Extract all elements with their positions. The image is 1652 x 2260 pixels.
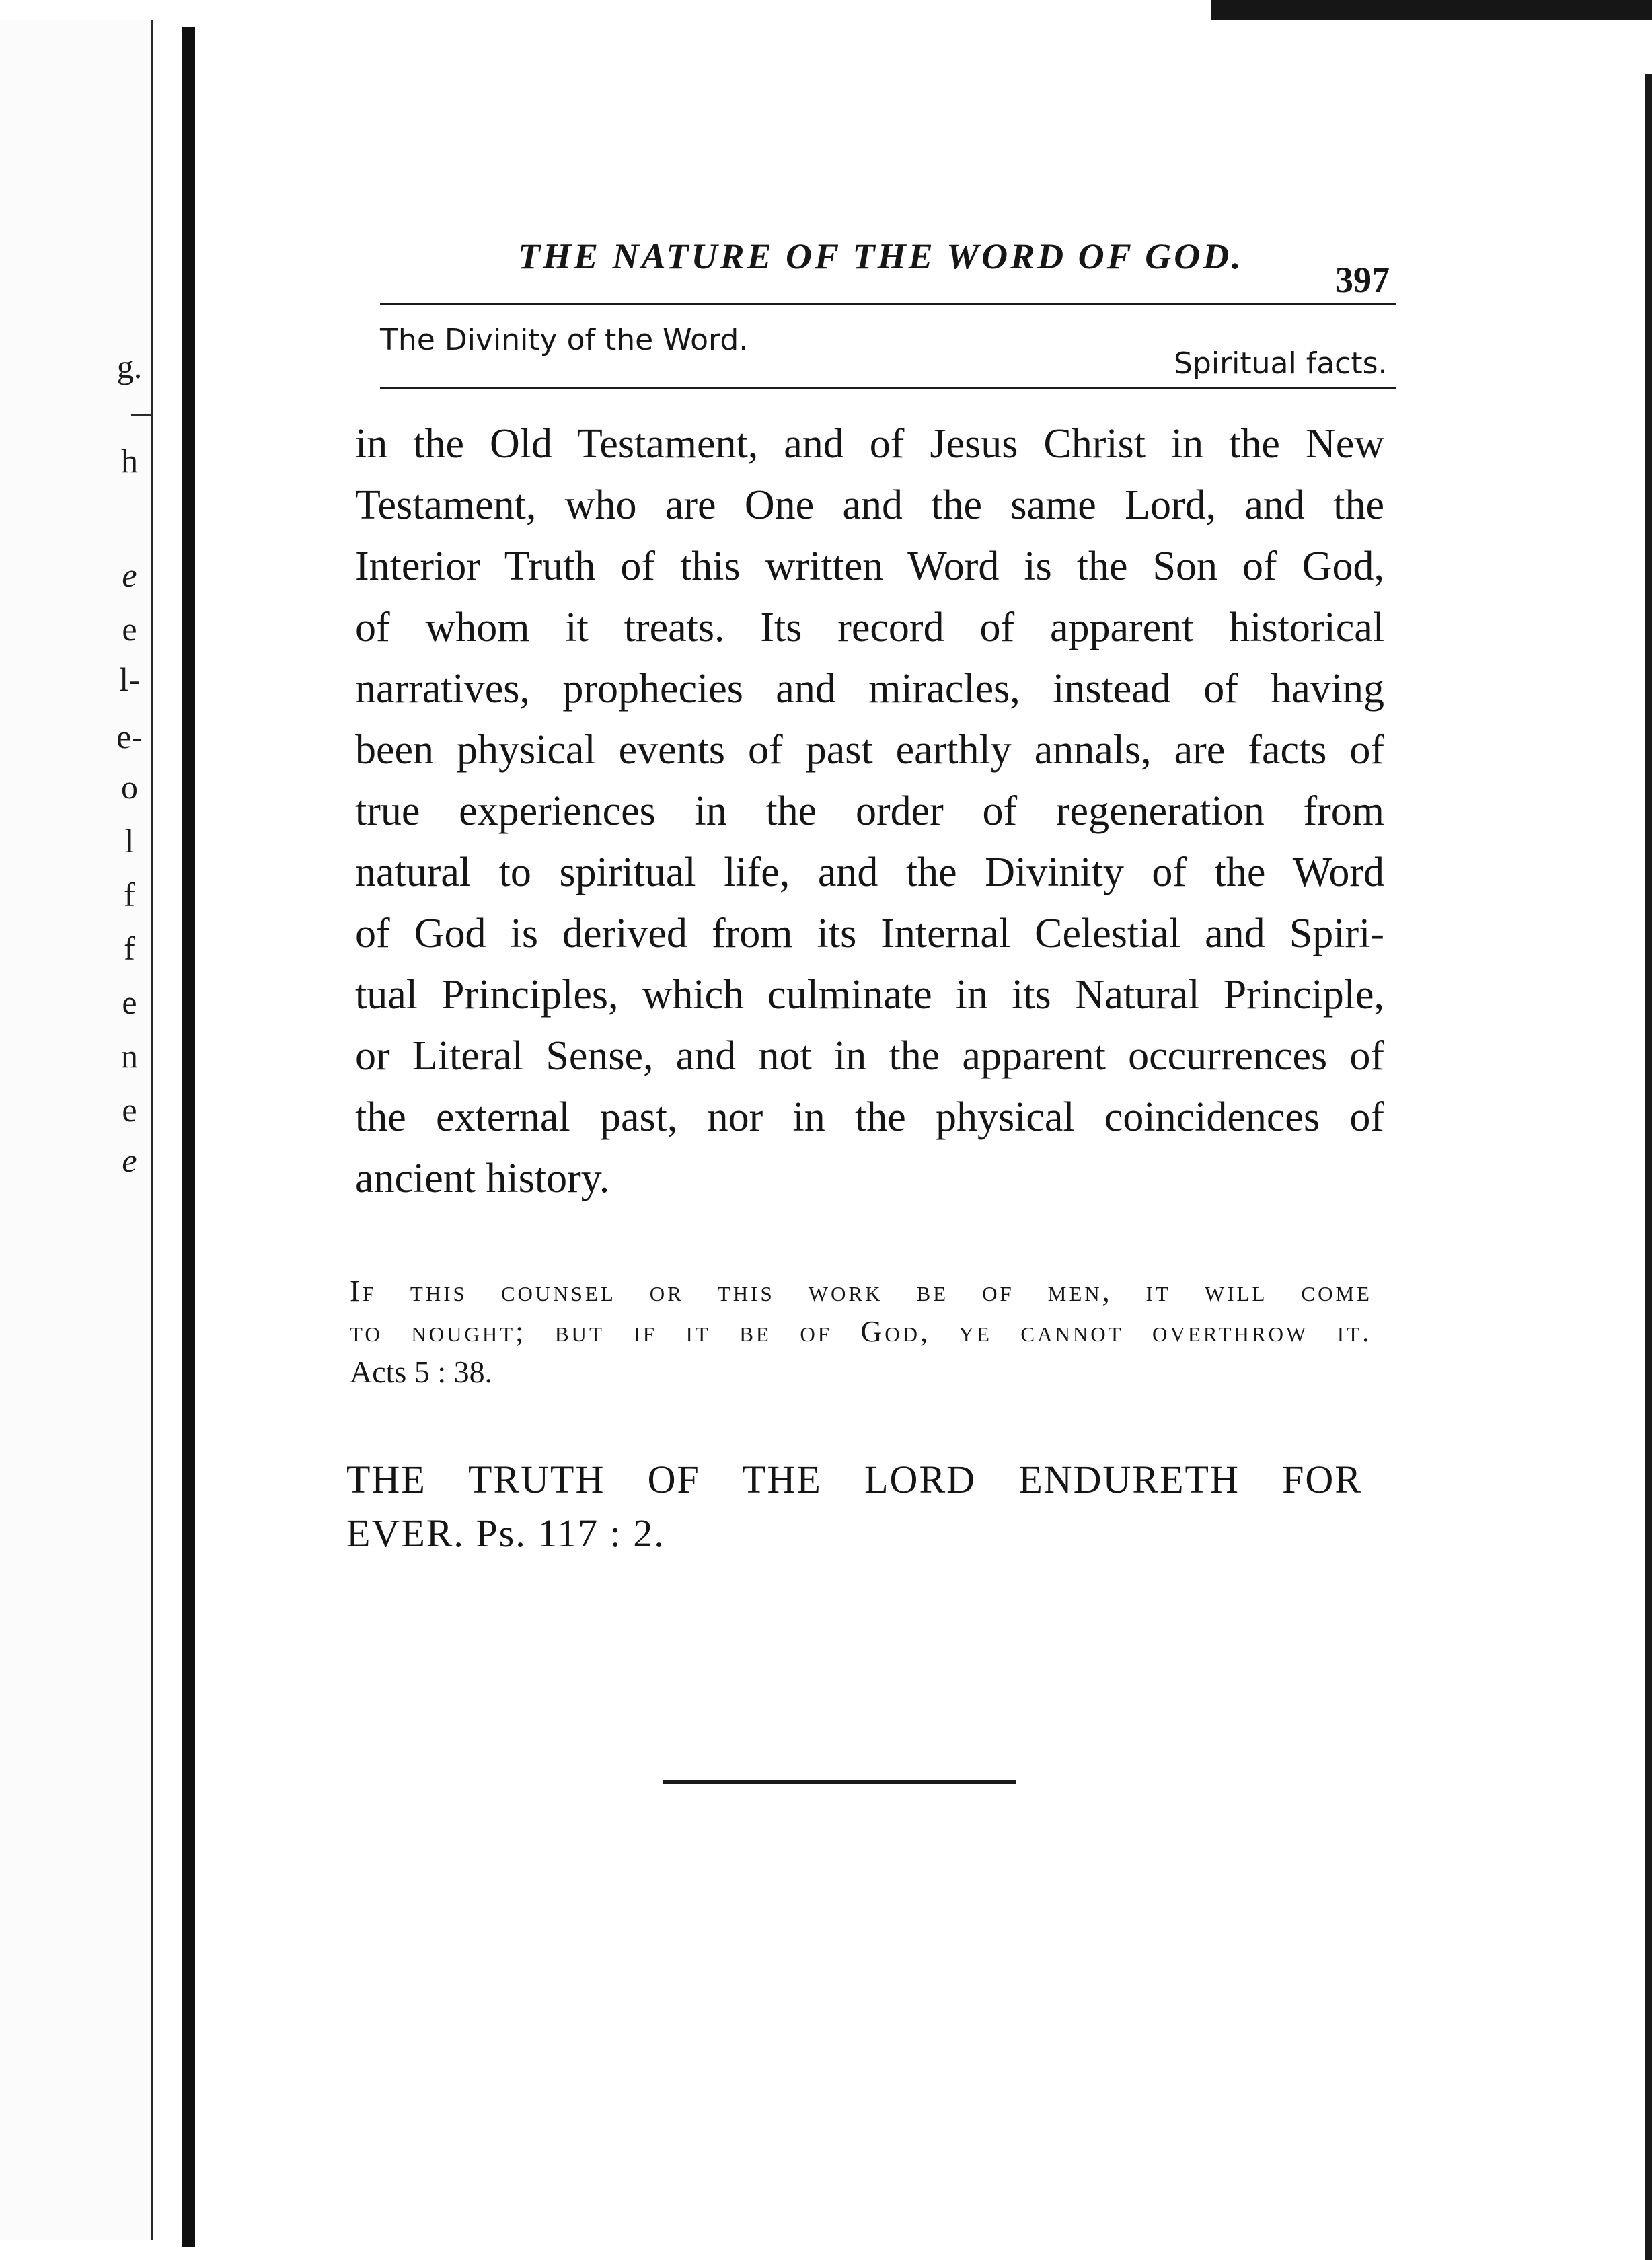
body-line: Interior Truth of this written Word is the Son of God, bbox=[355, 543, 1384, 589]
left-page-fragment: g. bbox=[116, 348, 143, 385]
left-page-fragment: l- bbox=[119, 661, 140, 698]
left-page-fragment: o bbox=[121, 768, 138, 806]
closing-verse bbox=[346, 1453, 1362, 1560]
left-page-fragment: e bbox=[122, 1141, 137, 1179]
left-page-fragment: f bbox=[124, 930, 135, 967]
end-rule bbox=[663, 1780, 1016, 1784]
header-rule-top bbox=[380, 303, 1396, 305]
left-page-fragment: h bbox=[121, 442, 138, 480]
body-line: natural to spiritual life, and the Divinity of the Word bbox=[355, 850, 1384, 895]
body-line: tual Principles, which culminate in its Natural Principle, bbox=[355, 972, 1384, 1018]
quote-reference: Acts 5 : 38. bbox=[350, 1355, 493, 1389]
scan-edge-right bbox=[1645, 74, 1652, 2260]
body-line: true experiences in the order of regeneration from bbox=[355, 788, 1384, 834]
left-page-fragment: e bbox=[122, 610, 137, 648]
left-facing-page bbox=[0, 20, 153, 2240]
left-page-fragment: l bbox=[124, 822, 135, 860]
closing-line: THE TRUTH OF THE LORD ENDURETH FOR bbox=[346, 1458, 1362, 1501]
body-line: narratives, prophecies and miracles, instead of having bbox=[355, 666, 1384, 712]
book-spine bbox=[182, 27, 195, 2247]
left-page-rule bbox=[131, 414, 151, 416]
body-line: or Literal Sense, and not in the apparent occurrences of bbox=[355, 1033, 1384, 1079]
scripture-quote bbox=[350, 1271, 1372, 1392]
body-line: been physical events of past earthly annals, are facts of bbox=[355, 727, 1384, 773]
body-line: Testament, who are One and the same Lord, and the bbox=[355, 482, 1384, 528]
body-line: of whom it treats. Its record of apparent historical bbox=[355, 605, 1384, 650]
section-subhead: The Divinity of the Word. bbox=[380, 323, 749, 357]
left-page-fragment: e- bbox=[116, 718, 143, 755]
body-line: ancient history. bbox=[355, 1156, 610, 1201]
left-page-fragment: n bbox=[121, 1037, 138, 1075]
quote-line: to nought; but if it be of God, ye cannot overthrow it. bbox=[350, 1315, 1372, 1348]
body-line: the external past, nor in the physical coincidences of bbox=[355, 1094, 1384, 1140]
closing-line: EVER. Ps. 117 : 2. bbox=[346, 1511, 665, 1555]
left-page-fragment: e bbox=[122, 983, 137, 1021]
left-page-fragment: e bbox=[122, 1091, 137, 1129]
body-line: in the Old Testament, and of Jesus Christ in the New bbox=[355, 421, 1384, 467]
body-line: of God is derived from its Internal Celestial and Spiri- bbox=[355, 911, 1384, 956]
left-page-fragment: f bbox=[124, 876, 135, 913]
running-head: THE NATURE OF THE WORD OF GOD. bbox=[518, 236, 1244, 276]
quote-line: If this counsel or this work be of men, it will come bbox=[350, 1275, 1372, 1308]
header-rule-bottom bbox=[380, 387, 1396, 389]
left-page-fragment: e bbox=[122, 556, 137, 594]
topic-subhead: Spiritual facts. bbox=[1174, 346, 1388, 381]
body-paragraph bbox=[355, 414, 1384, 1209]
page-number: 397 bbox=[1335, 260, 1390, 300]
